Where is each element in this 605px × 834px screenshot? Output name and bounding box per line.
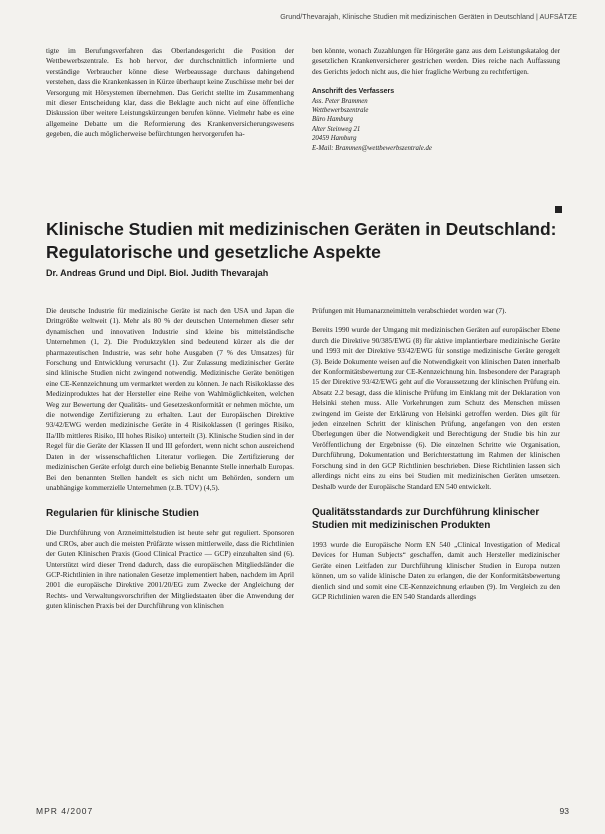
address-line: 20459 Hamburg <box>312 135 357 143</box>
address-line: Büro Hamburg <box>312 116 353 124</box>
end-of-article-marker <box>555 206 562 213</box>
previous-article-paragraph: ben könnte, wonach Zuzahlungen für Hörgeräte ganz aus dem Leistungskatalog der gesetzlichen Krankenversicherer gestrichen werden. Dies reiche nach Auffassung des Gerichts jedoch nicht aus, die hier fragliche Werbung zu rechtfertigen. <box>312 46 560 76</box>
previous-article-left-column <box>46 46 294 149</box>
article-left-column <box>46 306 294 621</box>
page-number: 93 <box>559 806 569 816</box>
journal-issue: MPR 4/2007 <box>36 806 94 816</box>
intro-paragraph: Die deutsche Industrie für medizinische Geräte ist nach den USA und Japan die Drittgrößte weltweit (1). Mehr als 80 % der deutschen Unternehmen dieser sehr dynamischen und innovativen Industrie sind kleine bis mittelständische Unternehmen (1, 2). Die Produktzyklen sind bedeutend kürzer als die der pharmazeutischen Industrie, was sehr hohe Ausgaben (7 % des Umsatzes) für Forschung und Entwicklung verursacht (1). Zur Zulassung medizinischer Geräte sind klinische Studien nicht zwingend notwendig. Medizinische Geräte benötigen eine CE-Kennzeichnung um vermarktet werden zu können. Je nach Risikoklasse des Medizinproduktes hat der Hersteller eine Reihe von Wahlmöglichkeiten, welchen Weg zur Bewertung der Qualitäts- und Gesetzeskonformität er nehmen möchte, um die notwendige Zertifizierung zu erhalten. Laut der Europäischen Direktive 93/42/EWG werden medizinische Geräte in 4 Risikoklassen (I geringes Risiko, IIa/IIb mittleres Risiko, III hohes Risiko) unterteilt (3). Klinische Studien sind in der Regel für die Geräte der Klassen II und III gefordert, wenn nicht schon ausreichend Daten in der wissenschaftlichen Literatur vorliegen. Die Zertifizierung der medizinischen Geräte erfolgt durch eine beliebig Benannte Stelle innerhalb Europas. Bei den benannten Stellen handelt es sich nicht um Behörden, sondern um unabhängige kommerzielle Unternehmen (z.B. TÜV) (4,5). <box>46 306 294 492</box>
address-email: E-Mail: Brammen@wettbewerbszentrale.de <box>312 144 432 152</box>
article-authors: Dr. Andreas Grund und Dipl. Biol. Judith Thevarajah <box>46 268 269 278</box>
section-heading: Qualitätsstandards zur Durchführung klinischer Studien mit medizinischen Produkten <box>312 506 540 531</box>
body-paragraph: Bereits 1990 wurde der Umgang mit medizinischen Geräten auf europäischer Ebene durch die Direktive 90/385/EWG (8) für aktive implantierbare medizinische Geräte und 1993 mit der Direktive 93/42/EWG für sonstige medizinische Geräte geregelt (3). Beide Dokumente weisen auf die Notwendigkeit von klinischen Daten innerhalb der Konformitätsbewertung zur CE-Kennzeichnung hin. Insbesondere der Paragraph 15 der Direktive 93/42/EWG geht auf die Voraussetzung der klinischen Prüfung ein. Absatz 2.2 besagt, dass die klinische Prüfung im Einklang mit der Deklaration von Helsinki stehen muss. Alle Vorkehrungen zum Schutz des Menschen müssen zwingend im Geiste der Erklärung von Helsinki getroffen werden. Dies gilt für jeden einzelnen Schritt der klinischen Prüfung, angefangen von den ersten Überlegungen über die Notwendigkeit und Berechtigung der Studie bis hin zur Veröffentlichung der Ergebnisse (6). Die einzelnen Schritte wie Organisation, Durchführung, Dokumentation und Berichterstattung im Rahmen der klinischen Forschung sind in den GCP Richtlinien beschrieben. Diese Richtlinien lassen sich allerdings nicht eins zu eins bei Studien mit medizinischen Geräten umsetzen. Deshalb wurde der Europäische Standard EN 540 entwickelt. <box>312 325 560 491</box>
article-right-column <box>312 306 560 611</box>
article-title: Klinische Studien mit medizinischen Geräten in Deutschland: Regulatorische und gesetzliche Aspekte <box>46 219 557 262</box>
address-line: Alter Steinweg 21 <box>312 125 361 133</box>
running-header: Grund/Thevarajah, Klinische Studien mit medizinischen Geräten in Deutschland | AUFSÄTZE <box>280 12 577 21</box>
body-paragraph: 1993 wurde die Europäische Norm EN 540 „Clinical Investigation of Medical Devices for Human Subjects“ geschaffen, damit auch Hersteller medizinischer Geräte einen Leitfaden zur Durchführung klinischer Studien in Europa nutzen können, um so valide klinische Daten zu erlangen, die der Konformitätsbewertung dienlich sind und somit eine CE-Kennzeichnung erlauben (9). Im Vergleich zu den GCP Richtlinien waren die EN 540 Standards allerdings <box>312 539 560 601</box>
body-paragraph: Die Durchführung von Arzneimittelstudien ist heute sehr gut reguliert. Sponsoren und CROs, aber auch die meisten Prüfärzte wissen mittlerweile, dass die Richtlinien der Guten Klinischen Praxis (Good Clinical Practice — GCP) einzuhalten sind (6). Unterstützt wird dieser Trend dadurch, dass die europäischen Mitgliedsländer die GCP-Richtlinien in ihre nationalen Gesetze implementiert haben, nachdem im April 2001 die europäische Direktive 2001/20/EG zum Zwecke der Angleichung der Rechts- und Verwaltungsvorschriften der Mitgliedstaaten über die Anwendung der guten klinischen Praxis bei der Durchführung von klinischen <box>46 528 294 611</box>
author-address <box>312 87 560 153</box>
previous-article-paragraph: tigte im Berufungsverfahren das Oberlandesgericht die Position der Wettbewerbszentrale. Es hob hervor, der durchschnittlich informierte und verständige Verbraucher könne diese Werbeaussage durchaus dahingehend verstehen, dass die Krankenkassen in Kürze überhaupt keine Zuschüsse mehr bei der Versorgung mit Hörsystemen übernehmen. Das Gericht stellte im Zusammenhang mit dieser Entscheidung klar, dass die Beklagte auch nicht auf eine öffentliche Diskussion über weitere Leistungskürzungen berufen könne. Vielmehr habe es eine allgemeine Debatte um die Reformierung des Krankenversicherungswesens gegeben, die auch möglicherweise befürchtungen hervorgerufen ha- <box>46 46 295 139</box>
body-paragraph: Prüfungen mit Humanarzneimitteln verabschiedet worden war (7). <box>312 306 507 315</box>
previous-article-right-column <box>312 46 560 153</box>
address-line: Ass. Peter Brammen <box>312 97 368 105</box>
address-line: Wettbewerbszentrale <box>312 107 369 115</box>
address-label: Anschrift des Verfassers <box>312 88 395 96</box>
section-heading: Regularien für klinische Studien <box>46 508 199 520</box>
